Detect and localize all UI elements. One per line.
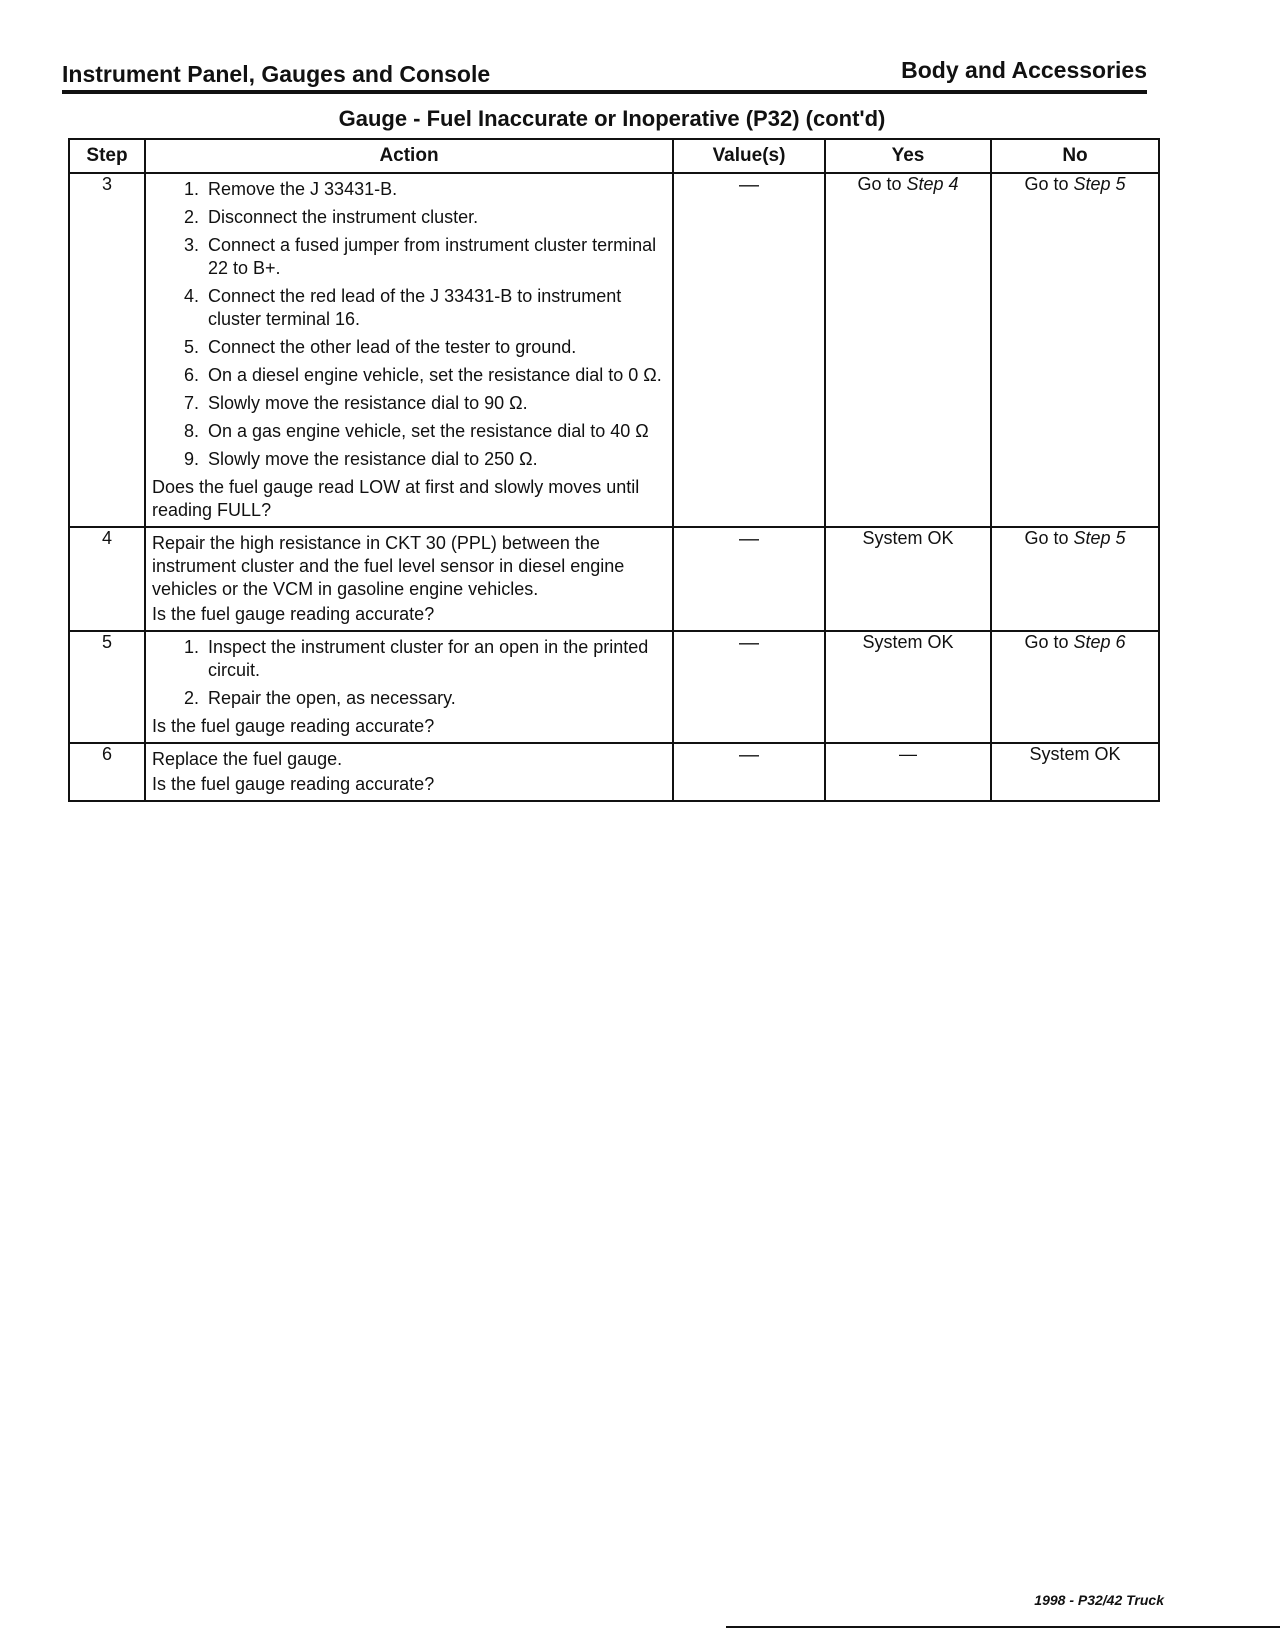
action-cell [145,527,673,631]
step-question: Is the fuel gauge reading accurate? [152,604,435,624]
yes-cell: System OK [825,527,991,631]
no-prefix: Go to [1024,174,1069,194]
value-cell: — [673,173,825,527]
no-prefix: Go to [1024,528,1069,548]
column-header-no: No [991,139,1159,173]
chapter-title: Body and Accessories [901,57,1147,83]
step-instruction: Repair the high resistance in CKT 30 (PPL) between the instrument cluster and the fuel level sensor in diesel engine vehicles or the VCM in gasoline engine vehicles. [152,533,625,599]
list-item: 9. Slowly move the resistance dial to 250 Ω. [204,448,666,471]
no-step-link[interactable]: Step 5 [1073,174,1126,194]
step-question: Is the fuel gauge reading accurate? [152,716,435,736]
list-item: 1. Remove the J 33431-B. [204,178,666,201]
column-header-values: Value(s) [673,139,825,173]
step-question: Does the fuel gauge read LOW at first and slowly moves until reading FULL? [152,477,640,520]
substep-list [152,178,666,471]
list-item: 1. Inspect the instrument cluster for an open in the printed circuit. [204,636,666,682]
yes-cell: System OK [825,631,991,743]
step-question: Is the fuel gauge reading accurate? [152,774,435,794]
table-header-row [69,139,1159,173]
page-footer: 1998 - P32/42 Truck [1034,1592,1164,1608]
list-item: 2. Disconnect the instrument cluster. [204,206,666,229]
step-number: 6 [69,743,145,801]
yes-cell: — [825,743,991,801]
yes-cell [825,173,991,527]
value-cell: — [673,743,825,801]
table-row-step-3 [69,173,1159,527]
value-cell: — [673,631,825,743]
list-item: 6. On a diesel engine vehicle, set the resistance dial to 0 Ω. [204,364,666,387]
list-item: 4. Connect the red lead of the J 33431-B to instrument cluster terminal 16. [204,285,666,331]
table-title: Gauge - Fuel Inaccurate or Inoperative (P32) (cont'd) [338,106,886,131]
table-row-step-6 [69,743,1159,801]
table-row-step-5 [69,631,1159,743]
diagnostic-table [68,138,1160,802]
list-item: 8. On a gas engine vehicle, set the resistance dial to 40 Ω [204,420,666,443]
page-header [62,52,1147,94]
column-header-yes: Yes [825,139,991,173]
action-cell [145,631,673,743]
list-item: 5. Connect the other lead of the tester to ground. [204,336,666,359]
step-instruction: Replace the fuel gauge. [152,749,343,769]
substep-list [152,636,666,710]
table-row-step-4 [69,527,1159,631]
section-title: Instrument Panel, Gauges and Console [62,61,491,87]
column-header-action: Action [145,139,673,173]
list-item: 2. Repair the open, as necessary. [204,687,666,710]
column-header-step: Step [69,139,145,173]
action-cell [145,173,673,527]
step-number: 4 [69,527,145,631]
step-number: 5 [69,631,145,743]
step-number: 3 [69,173,145,527]
list-item: 3. Connect a fused jumper from instrument cluster terminal 22 to B+. [204,234,666,280]
no-cell [991,173,1159,527]
no-cell [991,527,1159,631]
yes-step-link[interactable]: Step 4 [906,174,959,194]
no-cell: System OK [991,743,1159,801]
no-cell [991,631,1159,743]
footer-rule [726,1626,1280,1628]
no-step-link[interactable]: Step 6 [1073,632,1126,652]
list-item: 7. Slowly move the resistance dial to 90 Ω. [204,392,666,415]
no-step-link[interactable]: Step 5 [1073,528,1126,548]
no-prefix: Go to [1024,632,1069,652]
yes-prefix: Go to [857,174,902,194]
value-cell: — [673,527,825,631]
action-cell [145,743,673,801]
